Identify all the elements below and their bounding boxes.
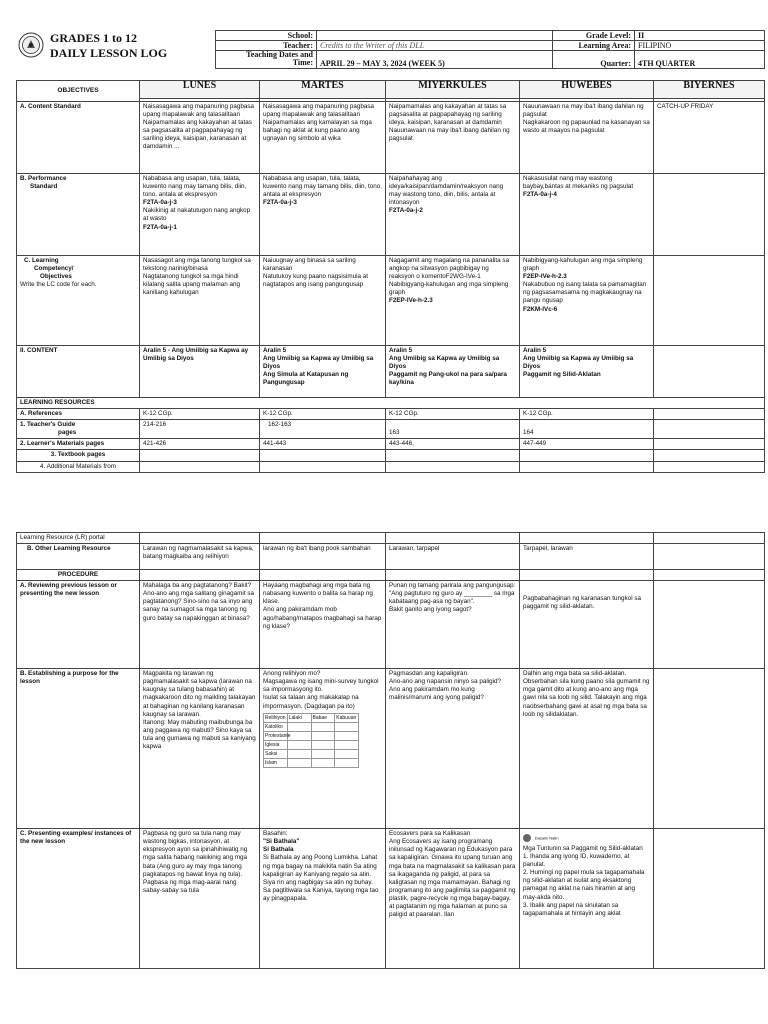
dasalin-logo-text: Dasalin Natin [534, 835, 559, 841]
other-biyernes [654, 544, 765, 570]
procedure-label: PROCEDURE [17, 570, 140, 581]
day-lunes: LUNES [140, 81, 260, 99]
presenting-martes-3: Si Bathala [263, 846, 294, 854]
performance-lunes-extra: Nakikinig at nakatutugon nang angkop at wasto [143, 207, 251, 223]
lm-martes: 441-443 [260, 439, 386, 450]
performance-standard-martes [260, 174, 386, 256]
performance-lunes-code: F2TA-0a-j-3 [143, 199, 177, 207]
tg-martes: 162-163 [260, 420, 386, 439]
survey-header-2: Lalaki [287, 713, 311, 722]
content-huwebes-1: Aralin 5 [523, 347, 547, 354]
performance-standard-biyernes [654, 174, 765, 256]
performance-lunes-text: Nababasa ang usapan, tula, talata, kuwento nang may tamang bilis, diin, tono, antala at ekspresyon [143, 175, 247, 199]
lm-miyerkules: 443-446, [386, 439, 520, 450]
lm-huwebes: 447-449 [520, 439, 654, 450]
additional-materials-row [17, 461, 765, 472]
reviewing-miyerkules: Punan ng tamang parirala ang pangungusap: "Ang pagtuturo ng guro ay ________ sa mga kabataang pag-asa ng bayan". Bakit ganito ang iyong sagot? [386, 581, 520, 669]
competency-martes: Naiuugnay ang binasa sa sariling karanasan Natutukoy kung paano nagsisimula at nagtatapos ang isang pangungusap [260, 256, 386, 346]
other-huwebes: Tarpapel, larawan [520, 544, 654, 570]
other-martes: larawan ng iba't ibang pook sambahan [260, 544, 386, 570]
performance-martes-code: F2TA-0a-j-3 [263, 199, 297, 207]
presenting-martes-2: "Si Bathala" [263, 838, 300, 846]
performance-miyerkules-code: F2TA-0a-j-2 [389, 207, 423, 215]
reviewing-huwebes: Pagbabahaginan ng karanasan tungkol sa paggamit ng silid-aklatan. [520, 581, 654, 669]
lm-lunes: 421-426 [140, 439, 260, 450]
performance-standard-lunes [140, 174, 260, 256]
competency-row [17, 256, 765, 346]
content-standard-martes: Naisasagawa ang mapanuring pagbasa upang mapalawak ang talasalitaan Naipamamalas ang kamalayan sa mga bahagi ng aklat at kung paano ang ugnayan ng simbolo at wika [260, 102, 386, 174]
survey-header-4: Kabuuan [335, 713, 359, 722]
survey-row-2: Protestante [265, 732, 291, 739]
deped-seal-icon [18, 32, 44, 58]
performance-lunes-extra-code: F2TA-0a-j-1 [143, 223, 177, 231]
purpose-lunes: Magpakita ng larawan ng pagmamalasakit sa kapwa (larawan na kaugnay sa tulang babasahin) at magkakaroon dito ng maikling talakayan at bahaginan ng kanilang karanasan kaugnay sa larawan. Itanong: May mabuting maibubunga ba ang paggawa ng mabuti? Sino kaya sa tula ang gumawa ng mabuti sa kaniyang kapwa [140, 669, 260, 829]
performance-standard-label-2: Standard [30, 183, 58, 191]
reviewing-biyernes [654, 581, 765, 669]
content-standard-miyerkules: Naipamamalas ang kakayahan at tatas sa pagsasalita at pagpapahayag ng sariling ideya, kaisipan, karanasan at damdamin Nauunawaan na may iba't ibang dahilan ng pagsulat [386, 102, 520, 174]
presenting-martes [260, 829, 386, 969]
presenting-huwebes-text: Mga Tuntunin sa Paggamit ng Silid-aklatan 1. Ihanda ang iyong ID, kuwaderno, at panulat. 2. Humingi ng papel mula sa tagapamahala ng silid-aklatan at isulat ang eksaktong pamagat ng aklat na nais hiramin at ang may-akda nito. 3. Ibalik ang papel na sinulatan sa tagapamahala at hintayin ang aklat [523, 844, 645, 917]
tg-lunes: 214-216 [140, 420, 260, 439]
references-huwebes: K-12 CGp. [520, 409, 654, 420]
learners-materials-label: 2. Learner's Materials pages [17, 439, 140, 450]
content-standard-lunes: Naisasagawa ang mapanuring pagbasa upang mapalawak ang talasalitaan Naipamamalas ang kakayahan at tatas sa pagsasalita at pagpapahayag ng sariling ideya, kaisipan, karanasan at damdamin ... [140, 102, 260, 174]
tg-huwebes: 164 [520, 420, 654, 439]
competency-huwebes [520, 256, 654, 346]
lesson-table-part-1 [16, 80, 765, 473]
performance-standard-label [17, 174, 140, 256]
tg-biyernes [654, 420, 765, 439]
teaching-dates-value: APRIL 29 – MAY 3, 2024 (WEEK 5) [317, 51, 553, 69]
content-huwebes [520, 346, 654, 398]
performance-standard-label-1: B. Performance [20, 175, 67, 182]
presenting-biyernes [654, 829, 765, 969]
performance-standard-miyerkules [386, 174, 520, 256]
content-miyerkules-2: Ang Umiibig sa Kapwa ay Umiibig sa Diyos [389, 355, 500, 371]
lm-biyernes [654, 439, 765, 450]
teaching-dates-label [216, 51, 317, 69]
grade-level-value: II [635, 31, 765, 41]
survey-row-4: Saksi [264, 750, 288, 759]
content-lunes: Aralin 5 - Ang Umiibig sa Kapwa ay Umiibig sa Diyos [140, 346, 260, 398]
other-resources-label: B. Other Learning Resource [17, 544, 140, 570]
content-row [17, 346, 765, 398]
teachers-guide-row [17, 420, 765, 439]
presenting-label: C. Presenting examples/ instances of the new lesson [17, 829, 140, 969]
other-lunes: Larawan ng nagmamalasakit sa kapwa, batang magkaiba ang relihiyon [140, 544, 260, 570]
day-huwebes: HUWEBES [520, 81, 654, 99]
textbook-label: 3. Textbook pages [17, 450, 140, 461]
references-label: A. References [17, 409, 140, 420]
purpose-huwebes: Dalhin ang mga bata sa silid-aklatan. Obserbahan sila kung paano sila gumamit ng mga gamit dito at kung ano-ano ang mga gawi nila sa loob ng silid. Talakayin ang mga naobserbahang gawi at asal ng mga bata sa loob ng silidaklatan. [520, 669, 654, 829]
teaching-dates-label-1: Teaching Dates and [246, 50, 313, 59]
survey-header-1: Relihiyon [265, 714, 286, 721]
teachers-guide-label-2: pages [58, 429, 77, 437]
content-martes-2: Ang Umiibig sa Kapwa ay Umiibig sa Diyos [263, 355, 374, 371]
day-biyernes: BIYERNES [654, 81, 765, 99]
reviewing-martes: Hayaang magbahagi ang mga bata ng nabasang kuwento o balita sa harap ng klase. Ano ang pakiramdam mob ago/habang/matapos magbahagi sa harap ng klase? [260, 581, 386, 669]
content-miyerkules [386, 346, 520, 398]
references-lunes: K-12 CGp. [140, 409, 260, 420]
survey-header-3: Babae [311, 713, 335, 722]
school-label: School: [216, 31, 317, 41]
content-standard-label: A. Content Standard [17, 102, 140, 174]
day-martes: MARTES [260, 81, 386, 99]
content-standard-huwebes: Nauunawaan na may iba't ibang dahilan ng pagsulat Nagkakaroon ng papaunlad na kasanayan sa wasto at maayos na pagsulat [520, 102, 654, 174]
content-martes-3: Ang Simula at Katapusan ng Pangungusap [263, 371, 349, 387]
competency-label-4: Write the LC code for each. [20, 281, 97, 289]
presenting-miyerkules: Ecosavers para sa Kalikasan Ang Ecosavers ay isang programang inilunsad ng Kagawaran ng Edukasyon para sa kapaligiran. Ginawa ito upang turuan ang mga bata na magmalasakit sa kalikasan para sa ikagaganda ng paligid, at para sa kaligtasan ng mga mamamayan. Bahagi ng programang ito ang paglimita sa paggamit ng plastik, pagre-recycle ng mga bagay-bagay, at pagtatanim ng mga halaman at puno sa paligid at paaralan. Ilan [386, 829, 520, 969]
purpose-martes [260, 669, 386, 829]
performance-huwebes-text: Nakasusulat nang may wastong baybay,bantas at mekaniks ng pagsulat [523, 175, 634, 191]
competency-biyernes [654, 256, 765, 346]
quarter-label: Quarter: [553, 51, 635, 69]
title-line-2: DAILY LESSON LOG [50, 46, 168, 60]
lesson-table-part-2 [16, 532, 765, 969]
content-biyernes [654, 346, 765, 398]
references-miyerkules: K-12 CGp. [386, 409, 520, 420]
teachers-guide-label [17, 420, 140, 439]
teacher-label: Teacher: [216, 41, 317, 51]
performance-miyerkules-text: Naipahahayag ang ideya/kaisipan/damdamin/reaksyon nang may wastong tono, diin, bilis, antala at intonasyon [389, 175, 504, 207]
teacher-value: Credits to the Writer of this DLL [317, 41, 553, 51]
competency-huwebes-extra: Nakabubuo ng isang talata sa pamamagitan ng pagsasamasama ng magkakaugnay na pangu ngusap [523, 281, 647, 305]
competency-label-2: Competency/ [34, 265, 74, 273]
survey-row-3: Iglesia [264, 740, 288, 749]
competency-label-1: C. Learning [24, 257, 59, 264]
lr-portal-row [17, 533, 765, 544]
survey-table [263, 713, 359, 769]
survey-row-1: Katoliko [264, 722, 288, 731]
content-standard-row [17, 102, 765, 174]
content-standard-biyernes: CATCH-UP FRIDAY [654, 102, 765, 174]
competency-label [17, 256, 140, 346]
presenting-huwebes [520, 829, 654, 969]
dasalin-logo-icon [523, 834, 531, 842]
references-biyernes [654, 409, 765, 420]
content-martes [260, 346, 386, 398]
reviewing-lunes: Mahalaga ba ang pagtatanong? Bakit? Ano-ano ang mga salitang ginagamit sa pagtatanong? Sino-sino na sa inyo ang sanay na sumagot sa mga tanong ng guro batay sa napakinggan at binasa? [140, 581, 260, 669]
purpose-row [17, 669, 765, 829]
header-info-table [215, 30, 765, 69]
purpose-miyerkules: Pagmasdan ang kapaligiran. Ano-ano ang napansin ninyo sa paligid? Ano ang pakiramdam mo kung malinis/marumi ang iyong paligid? [386, 669, 520, 829]
competency-miyerkules-code: F2EP-IVe-h-2.3 [389, 297, 433, 305]
performance-standard-huwebes [520, 174, 654, 256]
competency-label-3: Objectives [40, 273, 72, 281]
tg-miyerkules: 163 [386, 420, 520, 439]
procedure-row [17, 570, 765, 581]
teachers-guide-label-1: 1. Teacher's Guide [20, 421, 76, 429]
learners-materials-row [17, 439, 765, 450]
day-miyerkules: MIYERKULES [386, 81, 520, 99]
textbook-row [17, 450, 765, 461]
content-huwebes-2: Ang Umiibig sa Kapwa ay Umiibig sa Diyos [523, 355, 634, 371]
content-label: II. CONTENT [17, 346, 140, 398]
competency-huwebes-extra-code: F2KM-IVc-6 [523, 305, 558, 313]
learning-area-value: FILIPINO [635, 41, 765, 51]
competency-lunes: Nasasagot ang mga tanong tungkol sa tekstong narinig/binasa Nagtatanong tungkol sa mga hindi kilalang salita upang malaman ang kaniliang kahulugan [140, 256, 260, 346]
content-huwebes-3: Paggamit ng Silid-Aklatan [523, 371, 601, 379]
other-resources-row [17, 544, 765, 570]
competency-miyerkules [386, 256, 520, 346]
performance-standard-row [17, 174, 765, 256]
school-value [317, 31, 553, 41]
other-miyerkules: Larawan, tarpapel [386, 544, 520, 570]
competency-huwebes-code: F2EP-IVe-h-2.3 [523, 273, 567, 281]
presenting-martes-body: Si Bathala ay ang Poong Lumikha. Lahat ng mga bagay na makikita natin Sa ating kapaligiran ay Kaniyang regalo sa atin. Siya rin ang nagbigay sa atin ng buhay. Sa pagtitiwala sa Kaniya, tayong mga tao ay pinagpapala. [263, 854, 379, 902]
learning-area-label: Learning Area: [553, 41, 635, 51]
content-martes-1: Aralin 5 [263, 347, 287, 354]
learning-resources-row [17, 398, 765, 409]
grade-level-label: Grade Level: [553, 31, 635, 41]
title-line-1: GRADES 1 to 12 [50, 31, 138, 45]
presenting-row [17, 829, 765, 969]
objectives-header: OBJECTIVES [17, 81, 140, 102]
learning-resources-label: LEARNING RESOURCES [17, 398, 765, 409]
survey-row-5: Islam [264, 759, 288, 768]
quarter-value: 4TH QUARTER [635, 51, 765, 69]
purpose-label: B. Establishing a purpose for the lesson [17, 669, 140, 829]
competency-huwebes-text: Nabibigyang-kahulugan ang mga simpleng graph [523, 257, 643, 273]
lr-portal-label: Learning Resource (LR) portal [17, 533, 140, 544]
presenting-martes-1: Basahin: [263, 830, 288, 838]
competency-miyerkules-text: Nagagamit ang magalang na pananalita sa angkop na sitwasyon pagbibigay ng reaksyon o komentoF2WG-IVe-1 Nabibigyang-kahulugan ang mga simpleng graph [389, 257, 510, 297]
references-row [17, 409, 765, 420]
performance-huwebes-code: F2TA-0a-j-4 [523, 191, 557, 199]
references-martes: K-12 CGp. [260, 409, 386, 420]
reviewing-label: A. Reviewing previous lesson or presenting the new lesson [17, 581, 140, 669]
additional-materials-label: 4. Additional Materials from [17, 461, 140, 472]
teaching-dates-label-2: Time: [292, 58, 313, 67]
presenting-lunes: Pagbasa ng guro sa tula nang may wastong bigkas, intonasyon, at ekspresyon ayon sa ipinahihiwatig ng mga salita habang nakikinig ang mga bata (Ang guro ay may mga tanong pagkatapos ng bawat linya ng tula). Pagbasa ng mga mag-aaral nang sabay-sabay sa tula [140, 829, 260, 969]
performance-martes-text: Nababasa ang usapan, tula, talata, kuwento nang may tamang bilis, diin, tono, antala at ekspresyon [263, 175, 383, 199]
reviewing-row [17, 581, 765, 669]
purpose-martes-text: Anong relihiyon mo? Magsagawa ng isang mini-survey tungkol sa impormasyong ito. Isulat sa talaan ang makakalap na impormasyon. (Dagdagan pa ito) [263, 670, 379, 710]
purpose-biyernes [654, 669, 765, 829]
content-miyerkules-3: Paggamit ng Pang-ukol na para sa/para kay/kina [389, 371, 507, 387]
content-miyerkules-1: Aralin 5 [389, 347, 413, 354]
